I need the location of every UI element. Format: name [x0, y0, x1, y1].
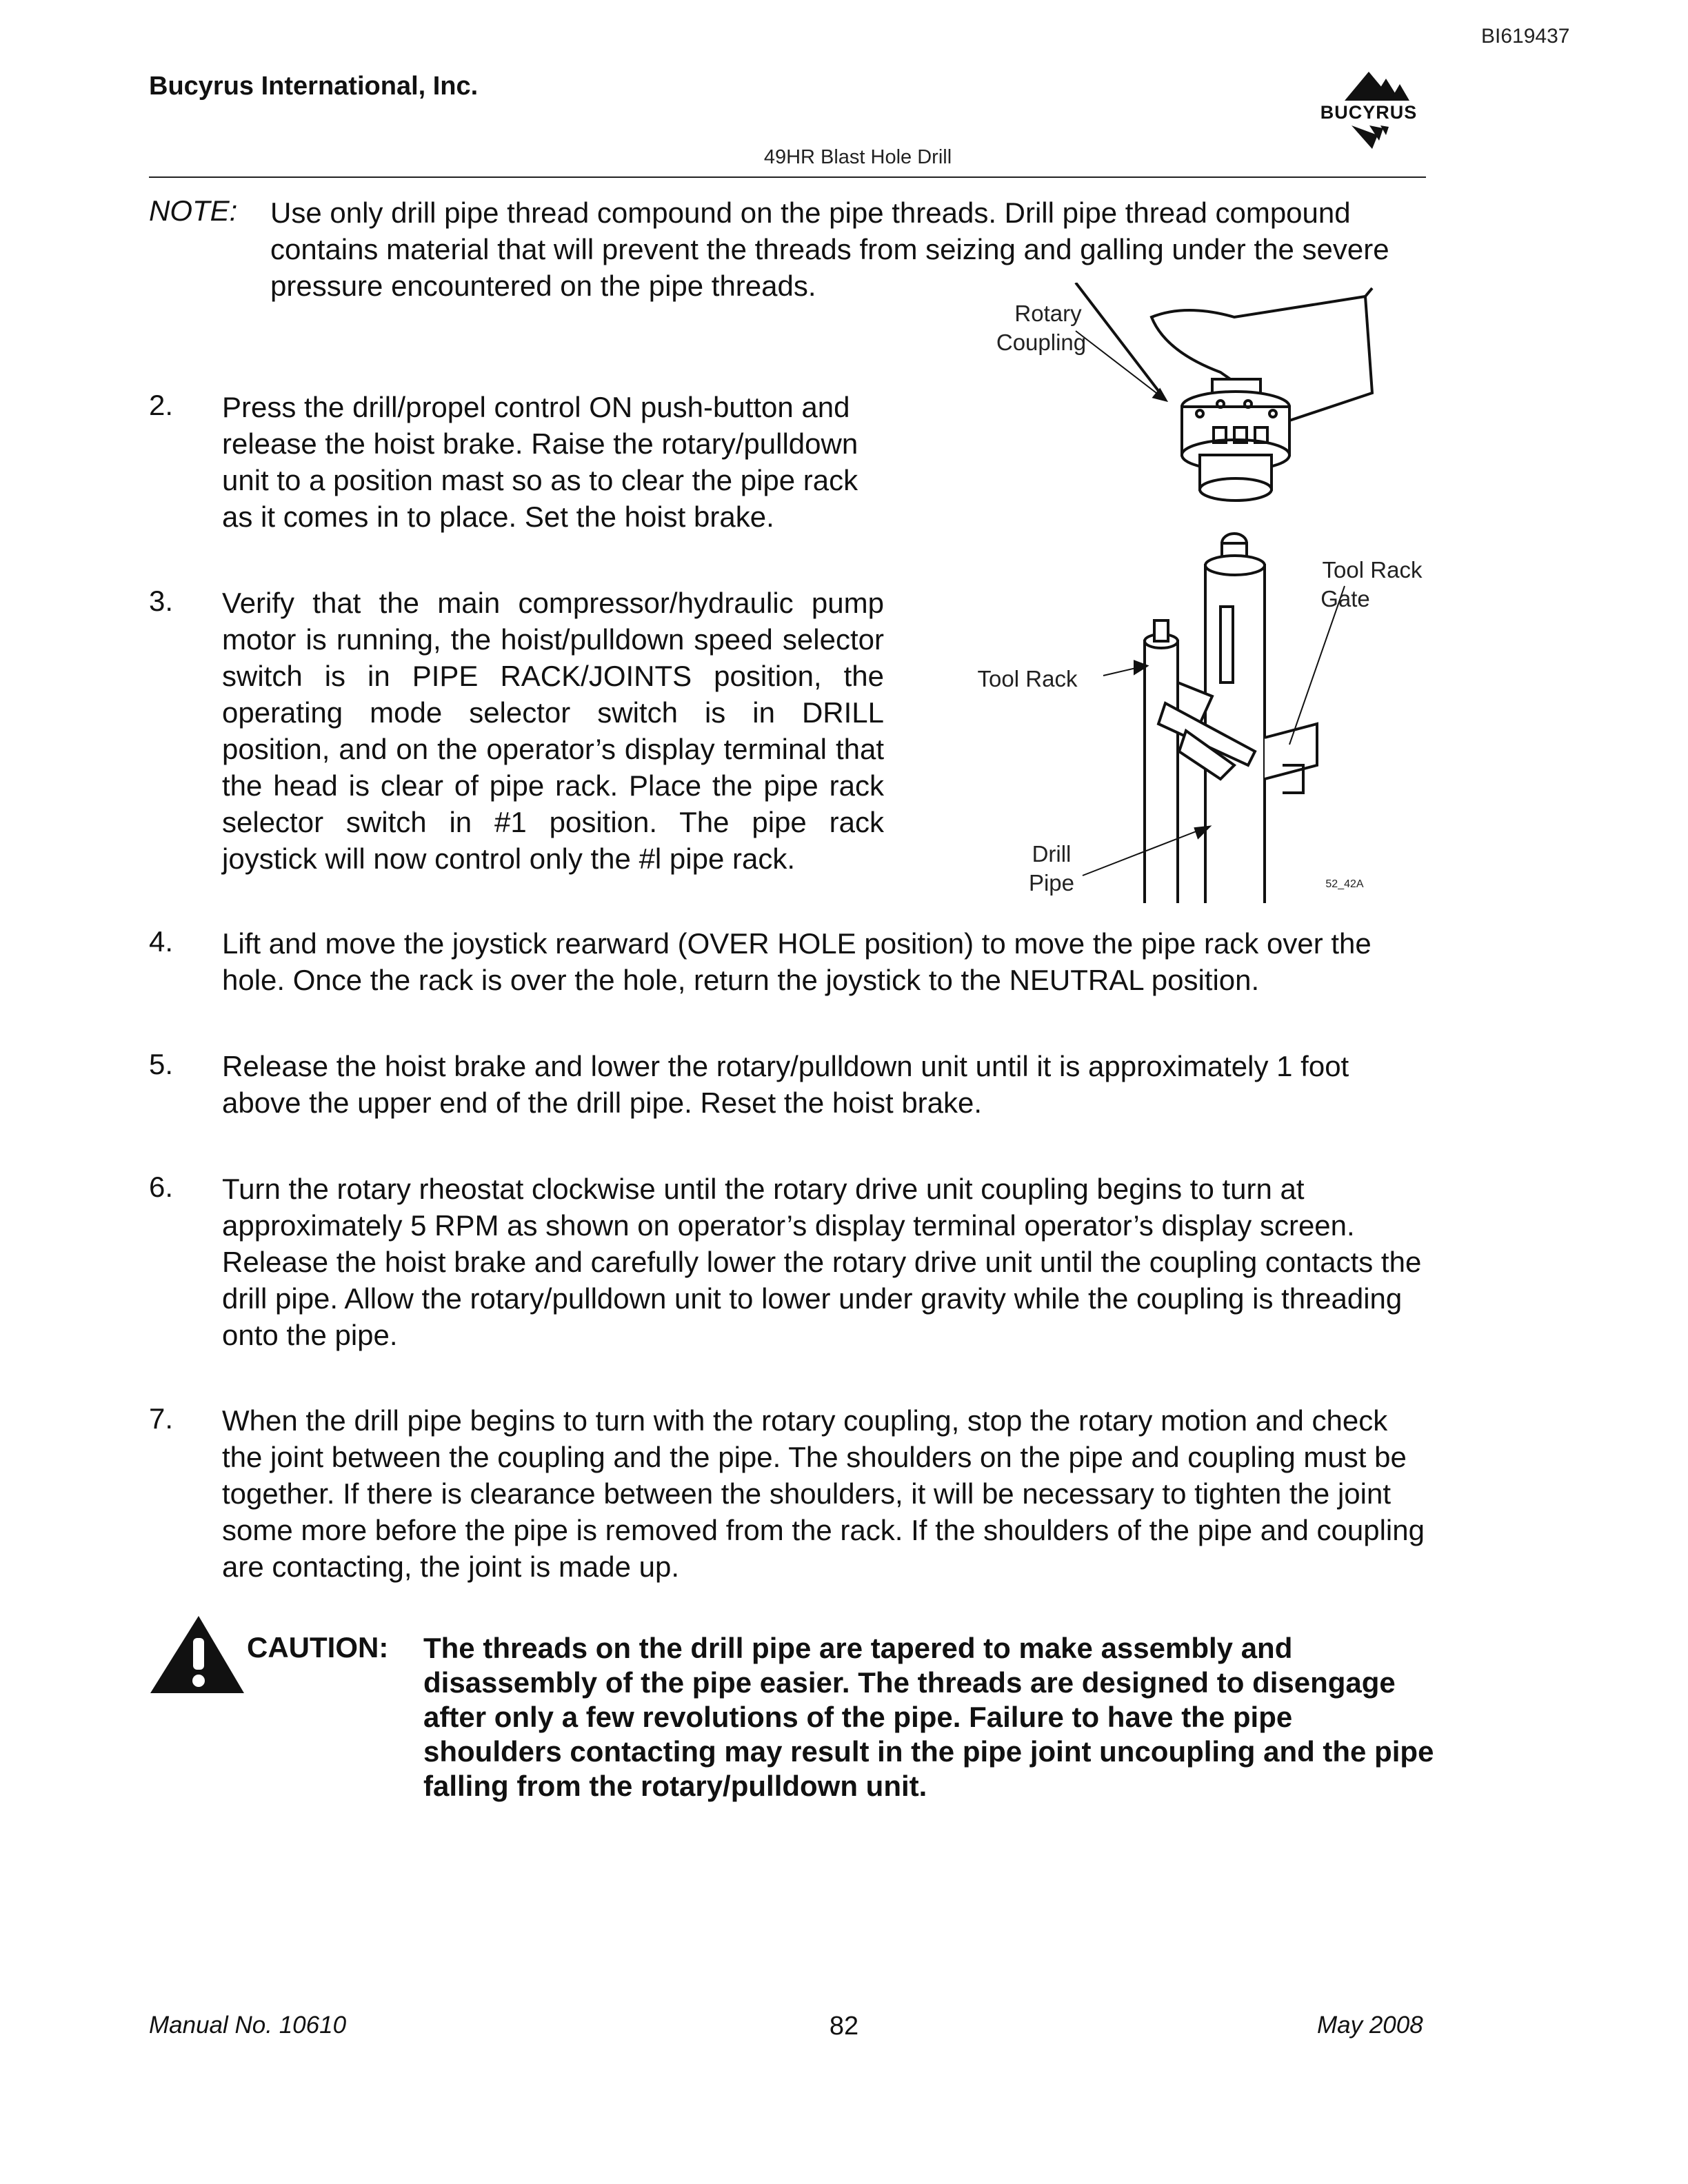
footer-page-number: 82: [829, 2012, 859, 2041]
label-pipe: Pipe: [1028, 870, 1075, 896]
figure-id: 52_42A: [1325, 878, 1364, 890]
logo-wordmark: BUCYRUS: [1320, 102, 1418, 123]
company-name: Bucyrus International, Inc.: [149, 72, 479, 101]
page-subtitle: 49HR Blast Hole Drill: [763, 146, 952, 168]
caution-label: CAUTION:: [247, 1631, 389, 1664]
drill-pipe-figure: [958, 283, 1441, 903]
label-coupling: Coupling: [996, 330, 1087, 355]
note-label: NOTE:: [149, 194, 238, 227]
step-text: When the drill pipe begins to turn with the rotary coupling, stop the rotary motion and check the joint between the coupling and the pipe. The shoulders on the pipe and coupling must be together. If there is clearance between the shoulders, it will be necessary to tighten the joint some more before the pipe is removed from the rack. If the shoulders of the pipe and coupling are contacting, the joint is made up.: [222, 1404, 1425, 1583]
step-number: 5.: [149, 1048, 174, 1080]
label-gate: Gate: [1320, 586, 1370, 611]
label-drill: Drill: [1032, 841, 1072, 867]
step-text: Turn the rotary rheostat clockwise until the rotary drive unit coupling begins to turn at approximately 5 RPM as shown on operator’s display terminal operator’s display screen. Release the hoist brake and carefully lower the rotary drive unit until the coupling contacts the drill pipe. Allow the rotary/pulldown unit to lower under gravity while the coupling is threading onto the pipe.: [222, 1173, 1422, 1351]
step-text: Lift and move the joystick rearward (OVER HOLE position) to move the pipe rack over the hole. Once the rack is over the hole, return the joystick to the NEUTRAL position.: [222, 927, 1372, 996]
label-tool-rack: Tool Rack: [977, 666, 1078, 691]
footer-manual-number: Manual No. 10610: [149, 2012, 347, 2039]
header-divider: [149, 176, 1426, 178]
step-number: 2.: [149, 389, 174, 421]
label-tool-rack-gate: Tool Rack: [1322, 557, 1423, 583]
step-text: Press the drill/propel control ON push-button and release the hoist brake. Raise the rotary/pulldown unit to a position mast so as to clear the pipe rack as it comes in to place. Set the hoist brake.: [222, 391, 858, 533]
step-number: 4.: [149, 925, 174, 958]
step-number: 3.: [149, 585, 174, 617]
step-number: 7.: [149, 1402, 174, 1435]
bucyrus-logo-icon: [1303, 69, 1434, 152]
document-id: BI619437: [1481, 25, 1570, 48]
step-text: Release the hoist brake and lower the rotary/pulldown unit until it is approximately 1 foot above the upper end of the drill pipe. Reset the hoist brake.: [222, 1050, 1349, 1119]
footer-date: May 2008: [1317, 2012, 1423, 2039]
step-number: 6.: [149, 1171, 174, 1203]
note-text: Use only drill pipe thread compound on the pipe threads. Drill pipe thread compound contains material that will prevent the threads from seizing and galling under the severe pressure encountered on the pipe threads.: [270, 196, 1389, 302]
caution-text: The threads on the drill pipe are tapered to make assembly and disassembly of the pipe easier. The threads are designed to disengage after only a few revolutions of the pipe. Failure to have the pipe shoulders contacting may result in the pipe joint uncoupling and the pipe falling from the rotary/pulldown unit.: [423, 1632, 1434, 1802]
warning-triangle-icon: [149, 1613, 245, 1696]
label-rotary: Rotary: [1014, 301, 1082, 326]
step-text: Verify that the main compressor/hydraulic pump motor is running, the hoist/pulldown speed selector switch is in PIPE RACK/JOINTS position, the operating mode selector switch is in DRILL position, and on the operator’s display terminal that the head is clear of pipe rack. Place the pipe rack selector switch in #1 position. The pipe rack joystick will now control only the #l pipe rack.: [222, 587, 884, 875]
